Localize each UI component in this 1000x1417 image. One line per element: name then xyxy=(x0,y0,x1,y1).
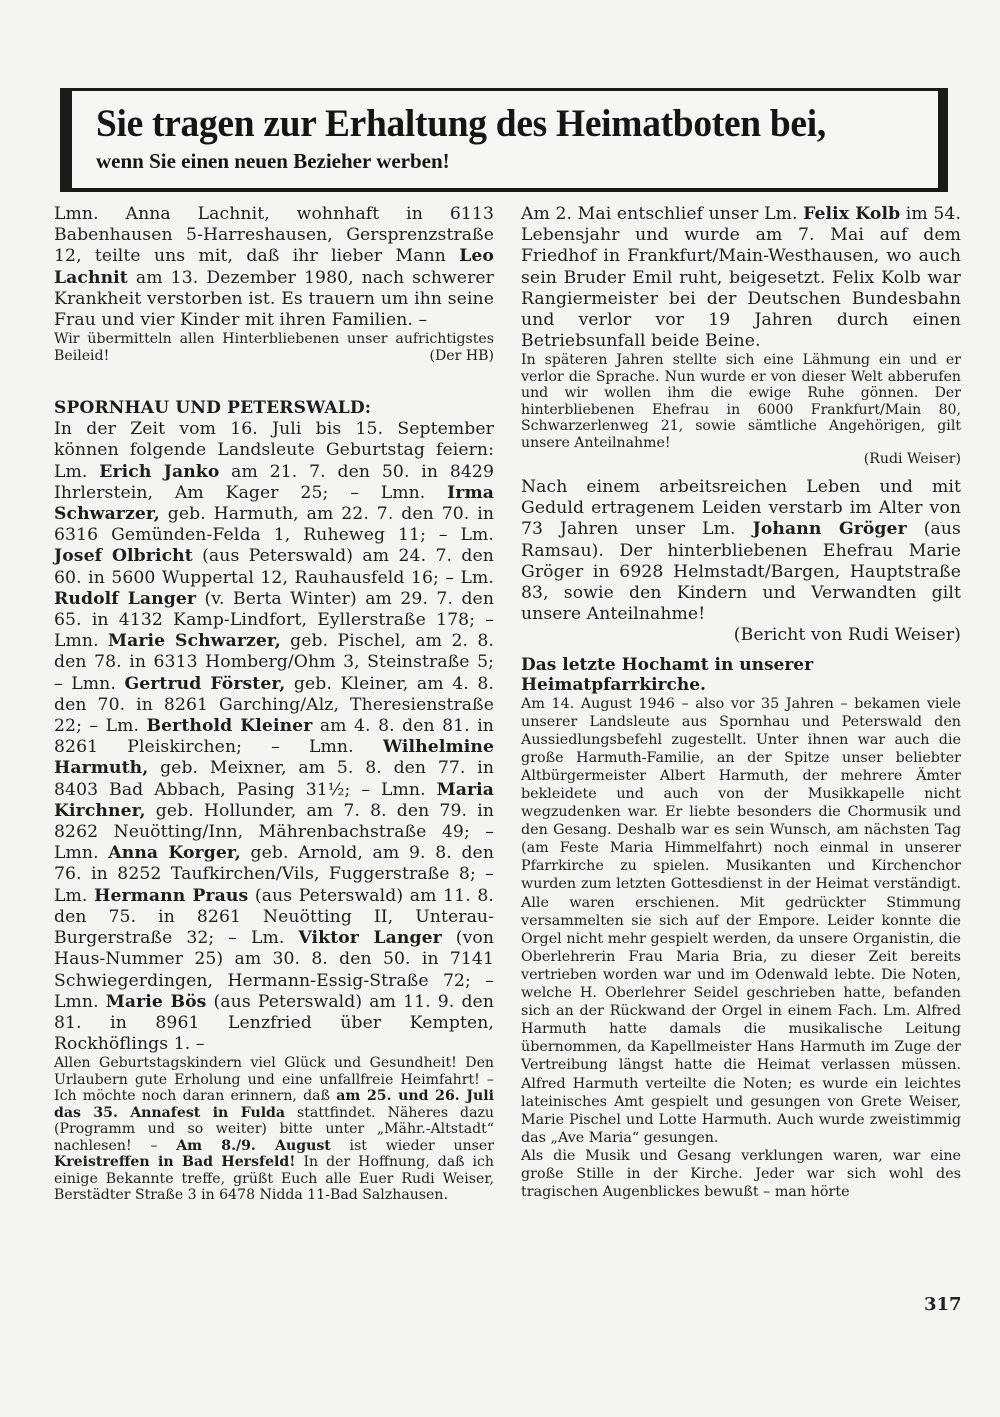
obituary-kolb-continued: In späteren Jahren stellte sich eine Lähmung ein und er verlor die Sprache. Nun wurde er von dieser Welt abberufen und wir wollen ihm die ewige Ruhe gönnen. Der hinterbliebenen Ehefrau in 6000 Frankfurt/Main 80, Schwarzerlenweg 21, sowie sämtliche Angehörigen, gilt unsere Anteilnahme! xyxy=(521,352,961,451)
text-run: geb. Hollunder, am 7. 8. den 79. in 8262 Neuötting/Inn, Mährenbachstraße 49; – Lmn. xyxy=(54,800,494,864)
text-run: (von Haus-Nummer 25) am 30. 8. den 50. in 7141 Schwiegerdingen, Hermann-Essig-Straße 72; – Lmn. xyxy=(54,928,494,1012)
person-name: Wilhelmine Harmuth, xyxy=(54,737,494,779)
person-name: Josef Olbricht xyxy=(54,546,193,567)
person-name: Berthold Kleiner xyxy=(146,716,313,737)
condolence-line: Wir übermitteln allen Hinterbliebenen unser aufrichtigstes Beileid! xyxy=(54,331,494,364)
birthday-list xyxy=(54,419,494,1055)
person-name: Am 8./9. August xyxy=(176,1137,331,1154)
text-run: geb. Harmuth, am 22. 7. den 70. in 6316 Gemünden-Felda 1, Ruheweg 11; – Lm. xyxy=(54,504,494,546)
obituary-text: Lmn. Anna Lachnit, wohnhaft in 6113 Babenhausen 5-Harreshausen, Gersprenzstraße 12, teilte uns mit, daß ihr lieber Mann xyxy=(54,204,494,267)
banner-subtitle: wenn Sie einen neuen Bezieher werben! xyxy=(96,149,450,173)
person-name: Marie Bös xyxy=(105,991,207,1012)
obituary-groeger xyxy=(521,477,961,625)
person-name: Irma Schwarzer, xyxy=(54,482,494,525)
person-name: am 25. und 26. Juli das 35. Annafest in Fulda xyxy=(54,1088,494,1121)
right-column xyxy=(521,204,961,1201)
text-run: geb. Kleiner, am 4. 8. den 70. in 8261 Garching/Alz, Theresienstraße 22; – Lm. xyxy=(54,673,494,737)
signature: (Bericht von Rudi Weiser) xyxy=(733,625,961,646)
obituary-lachnit xyxy=(54,204,494,331)
text-run: (aus Peterswald) am 11. 8. den 75. in 8261 Neuötting II, Unterau-Burgerstraße 32; – Lm. xyxy=(54,885,494,949)
person-name: Marie Schwarzer, xyxy=(107,631,281,652)
article-heading: Das letzte Hochamt in unserer Heimatpfarrkirche. xyxy=(521,654,814,695)
deceased-name: Felix Kolb xyxy=(803,204,901,224)
closing-notes xyxy=(54,1055,494,1204)
text-run: Allen Geburtstagskindern viel Glück und Gesundheit! Den Urlaubern gute Erholung und eine unfallfreie Heimfahrt! – Ich möchte noch daran erinnern, daß xyxy=(54,1055,494,1105)
text-run: In der Hoffnung, daß ich einige Bekannte treffe, grüßt Euch alle Euer Rudi Weiser, Berstädter Straße 3 in 6478 Nidda 11-Bad Salzhausen. xyxy=(54,1154,495,1204)
text-run: am 4. 8. den 81. in 8261 Pleiskirchen; – Lmn. xyxy=(54,716,494,758)
text-run: am 21. 7. den 50. in 8429 Ihrlerstein, Am Kager 25; – Lmn. xyxy=(54,461,495,503)
page-number: 317 xyxy=(924,1294,962,1315)
obituary-text: am 13. Dezember 1980, nach schwerer Krankheit verstorben ist. Es trauern um ihn seine Frau und vier Kinder mit ihren Familien. – xyxy=(54,267,494,331)
text-run: geb. Arnold, am 9. 8. den 76. in 8252 Taufkirchen/Vils, Fuggerstraße 8; – Lm. xyxy=(54,843,494,906)
article-body: Als die Musik und Gesang verklungen waren, war eine große Stille in der Kirche. Jeder war sich wohl des tragischen Augenblickes bewußt – man hörte xyxy=(521,1147,961,1201)
person-name: Rudolf Langer xyxy=(54,588,197,609)
obituary-text: im 54. Lebensjahr und wurde am 7. Mai auf dem Friedhof in Frankfurt/Main-Westhausen, wo auch sein Bruder Emil ruht, beigesetzt. Felix Kolb war Rangiermeister bei der Deutschen Bundesbahn und verlor vor 19 Jahren durch einen Betriebsunfall beide Beine. xyxy=(521,204,962,352)
obituary-kolb xyxy=(521,204,961,352)
obituary-text: (aus Ramsau). Der hinterbliebenen Ehefrau Marie Gröger in 6928 Helmstadt/Bargen, Hauptstraße 83, sowie den Kindern und Verwandten gilt unsere Anteilnahme! xyxy=(521,519,961,625)
signature: (Der HB) xyxy=(429,347,494,364)
signature: (Rudi Weiser) xyxy=(863,451,961,468)
person-name: Anna Korger, xyxy=(108,843,241,864)
person-name: Hermann Praus xyxy=(94,885,249,906)
person-name: Viktor Langer xyxy=(298,928,442,949)
deceased-name: Johann Gröger xyxy=(752,519,907,540)
person-name: Maria Kirchner, xyxy=(54,779,494,821)
text-run: stattfindet. Näheres dazu (Programm und so weiter) bitte unter „Mähr.-Altstadt“ nachlesen! – xyxy=(54,1104,494,1154)
section-heading: SPORNHAU UND PETERSWALD: xyxy=(54,398,372,419)
text-run: (aus Peterswald) am 24. 7. den 60. in 5600 Wuppertal 12, Rauhausfeld 16; – Lm. xyxy=(54,546,494,588)
subscription-banner xyxy=(60,88,948,192)
deceased-name: Leo Lachnit xyxy=(54,246,494,288)
obituary-text: Nach einem arbeitsreichen Leben und mit Geduld ertragenem Leiden verstarb im Alter von 73 Jahren unser Lm. xyxy=(521,476,961,540)
left-column xyxy=(54,204,494,1204)
text-run: ist wieder unser xyxy=(330,1137,494,1154)
person-name: Erich Janko xyxy=(99,461,220,482)
person-name: Kreistreffen in Bad Hersfeld! xyxy=(54,1154,296,1171)
obituary-text: Am 2. Mai entschlief unser Lm. xyxy=(521,204,804,224)
text-run: geb. Pischel, am 2. 8. den 78. in 6313 Homberg/Ohm 3, Steinstraße 5; – Lmn. xyxy=(54,631,494,694)
text-run: (v. Berta Winter) am 29. 7. den 65. in 4132 Kamp-Lindfort, Eyllerstraße 178; – Lmn. xyxy=(54,588,494,652)
text-run: geb. Meixner, am 5. 8. den 77. in 8403 Bad Abbach, Pasing 31½; – Lmn. xyxy=(54,758,494,800)
condolence-text xyxy=(54,331,494,364)
text-run: (aus Peterswald) am 11. 9. den 81. in 8961 Lenzfried über Kempten, Rockhöflings 1. – xyxy=(54,991,494,1055)
person-name: Gertrud Förster, xyxy=(124,673,286,694)
banner-title: Sie tragen zur Erhaltung des Heimatboten bei, xyxy=(96,102,826,145)
article-body: Am 14. August 1946 – also vor 35 Jahren – bekamen viele unserer Landsleute aus Spornhau und Peterswald den Aussiedlungsbefehl zugestellt. Unter ihnen war auch die große Harmuth-Familie, an der Spitze unser beliebter Altbürgermeister Albert Harmuth, der mehrere Ämter bekleidete und auch von der Musikkapelle nicht wegzudenken war. Er liebte besonders die Chormusik und den Gesang. Deshalb war es sein Wunsch, am nächsten Tag (am Feste Maria Himmelfahrt) noch einmal in unserer Pfarrkirche zu spielen. Musikanten und Kirchenchor wurden zum letzten Gottesdienst in der Heimat verständigt. Alle waren erschienen. Mit gedrückter Stimmung versammelten sie sich auf der Empore. Leider konnte die Orgel nicht mehr gespielt werden, da unsere Organistin, die Oberlehrerin Frau Maria Bria, zu dieser Zeit bereits vertrieben worden war und im Odenwald lebte. Die Noten, welche H. Oberlehrer Seidel geschrieben hatte, befanden sich an der Rückwand der Orgel in einem Fach. Lm. Alfred Harmuth hatte damals die musikalische Leitung übernommen, da Kapellmeister Hans Harmuth im Zuge der Vertreibung längst hatte die Heimat verlassen müssen. Alfred Harmuth verteilte die Noten; es wurde ein leichtes lateinisches Amt gespielt und gesungen von Grete Weiser, Marie Pischel und Lotte Harmuth. Auch wurde zweistimmig das „Ave Maria“ gesungen. xyxy=(521,695,961,1146)
text-run: In der Zeit vom 16. Juli bis 15. September können folgende Landsleute Geburtstag feiern: Lm. xyxy=(54,419,494,482)
